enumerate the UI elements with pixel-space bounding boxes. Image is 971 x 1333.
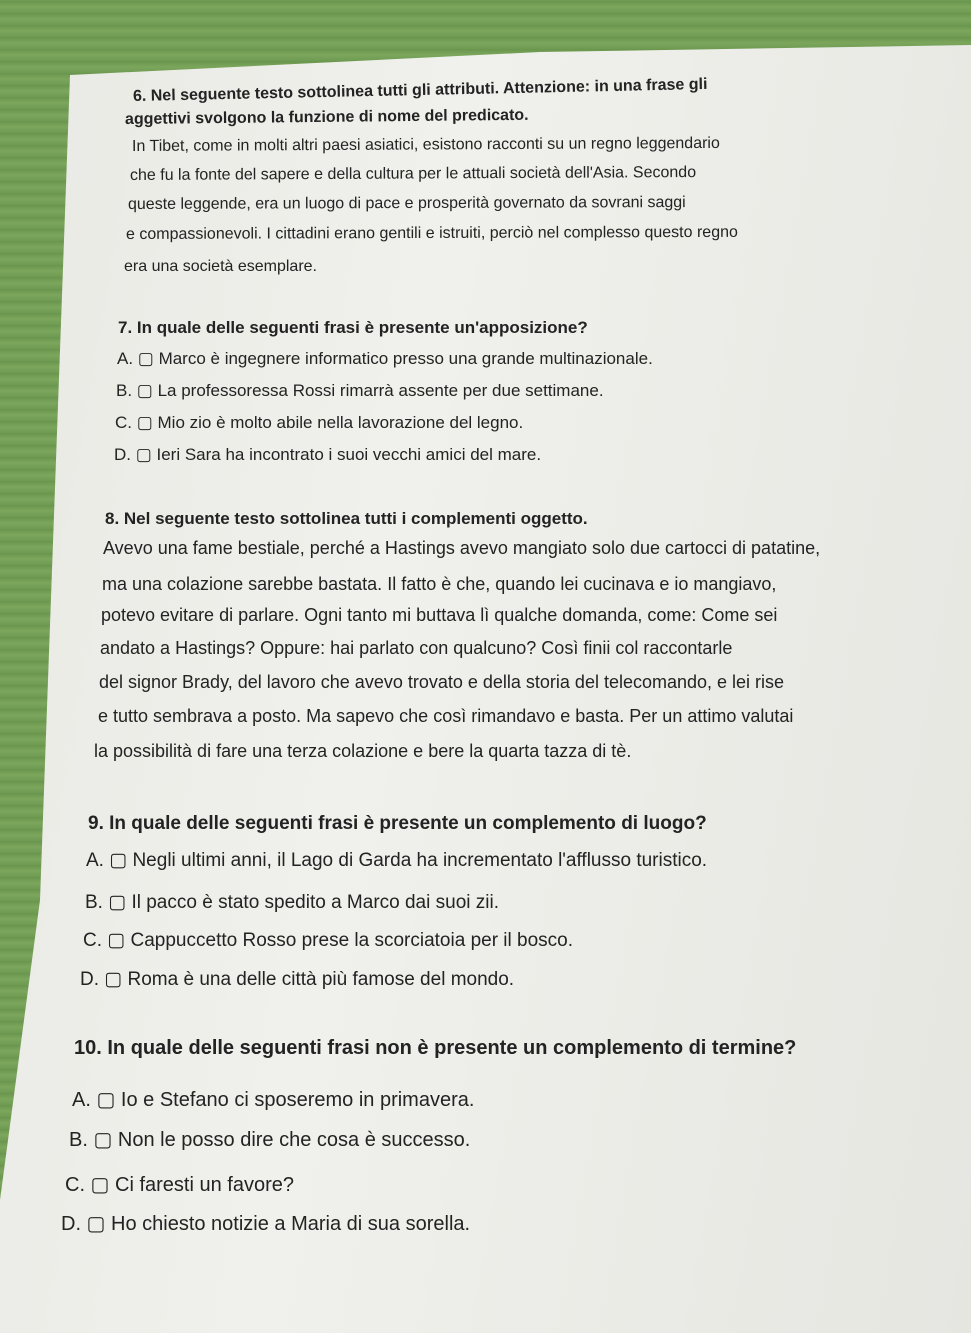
exercise-10-option-b[interactable]: B. ▢ Non le posso dire che cosa è successo. xyxy=(69,1129,471,1151)
exercise-8-text-line: del signor Brady, del lavoro che avevo trovato e della storia del telecomando, e lei rise xyxy=(99,672,785,692)
exercise-10-option-d[interactable]: D. ▢ Ho chiesto notizie a Maria di sua sorella. xyxy=(61,1213,471,1235)
exercise-7-option-d[interactable]: D. ▢ Ieri Sara ha incontrato i suoi vecchi amici del mare. xyxy=(114,445,542,464)
exercise-7-option-a[interactable]: A. ▢ Marco è ingegnere informatico presso una grande multinazionale. xyxy=(117,349,653,368)
exercise-6-text-line: queste leggende, era un luogo di pace e prosperità governato da sovrani saggi xyxy=(127,194,686,213)
exercise-9-option-d[interactable]: D. ▢ Roma è una delle città più famose del mondo. xyxy=(80,969,515,990)
exercise-8-text-line: e tutto sembrava a posto. Ma sapevo che così rimandavo e basta. Per un attimo valutai xyxy=(98,706,794,726)
exercise-7-option-c[interactable]: C. ▢ Mio zio è molto abile nella lavorazione del legno. xyxy=(115,413,524,432)
exercise-7-title: 7. In quale delle seguenti frasi è presente un'apposizione? xyxy=(118,318,588,337)
exercise-6-text-line: e compassionevoli. I cittadini erano gentili e istruiti, perciò nel complesso questo regno xyxy=(125,223,738,243)
exercise-8-text-line: andato a Hastings? Oppure: hai parlato con qualcuno? Così finii col raccontarle xyxy=(100,638,733,658)
exercise-10-option-c[interactable]: C. ▢ Ci faresti un favore? xyxy=(65,1174,294,1196)
exercise-7-option-b[interactable]: B. ▢ La professoressa Rossi rimarrà assente per due settimane. xyxy=(116,381,604,400)
exercise-9-option-a[interactable]: A. ▢ Negli ultimi anni, il Lago di Garda ha incrementato l'afflusso turistico. xyxy=(86,850,708,871)
exercise-6-text-line: era una società esemplare. xyxy=(124,258,317,275)
exercise-10-option-a[interactable]: A. ▢ Io e Stefano ci sposeremo in primavera. xyxy=(72,1089,475,1111)
exercise-9-option-c[interactable]: C. ▢ Cappuccetto Rosso prese la scorciatoia per il bosco. xyxy=(83,930,574,951)
exercise-6-text-line: In Tibet, come in molti altri paesi asiatici, esistono racconti su un regno leggendario xyxy=(131,134,720,155)
exercise-6-title-line1: 6. Nel seguente testo sottolinea tutti gli attributi. Attenzione: in una frase gli xyxy=(132,75,708,105)
exercise-9-option-b[interactable]: B. ▢ Il pacco è stato spedito a Marco dai suoi zii. xyxy=(85,892,499,913)
exercise-8-text-line: potevo evitare di parlare. Ogni tanto mi buttava lì qualche domanda, come: Come sei xyxy=(101,605,778,625)
exercise-8-text-line: ma una colazione sarebbe bastata. Il fatto è che, quando lei cucinava e io mangiavo, xyxy=(102,574,777,594)
exercise-6-text-line: che fu la fonte del sapere e della cultura per le attuali società dell'Asia. Secondo xyxy=(129,164,697,184)
exercise-8-title: 8. Nel seguente testo sottolinea tutti i complementi oggetto. xyxy=(105,509,588,528)
exercise-6-title-line2: aggettivi svolgono la funzione di nome del predicato. xyxy=(124,106,529,128)
exercise-9-title: 9. In quale delle seguenti frasi è presente un complemento di luogo? xyxy=(88,813,707,834)
exercise-8-text-line: la possibilità di fare una terza colazione e bere la quarta tazza di tè. xyxy=(94,741,632,761)
exercise-10-title: 10. In quale delle seguenti frasi non è presente un complemento di termine? xyxy=(74,1037,797,1059)
exercise-8-text-line: Avevo una fame bestiale, perché a Hastings avevo mangiato solo due cartocci di patatine, xyxy=(103,538,821,558)
